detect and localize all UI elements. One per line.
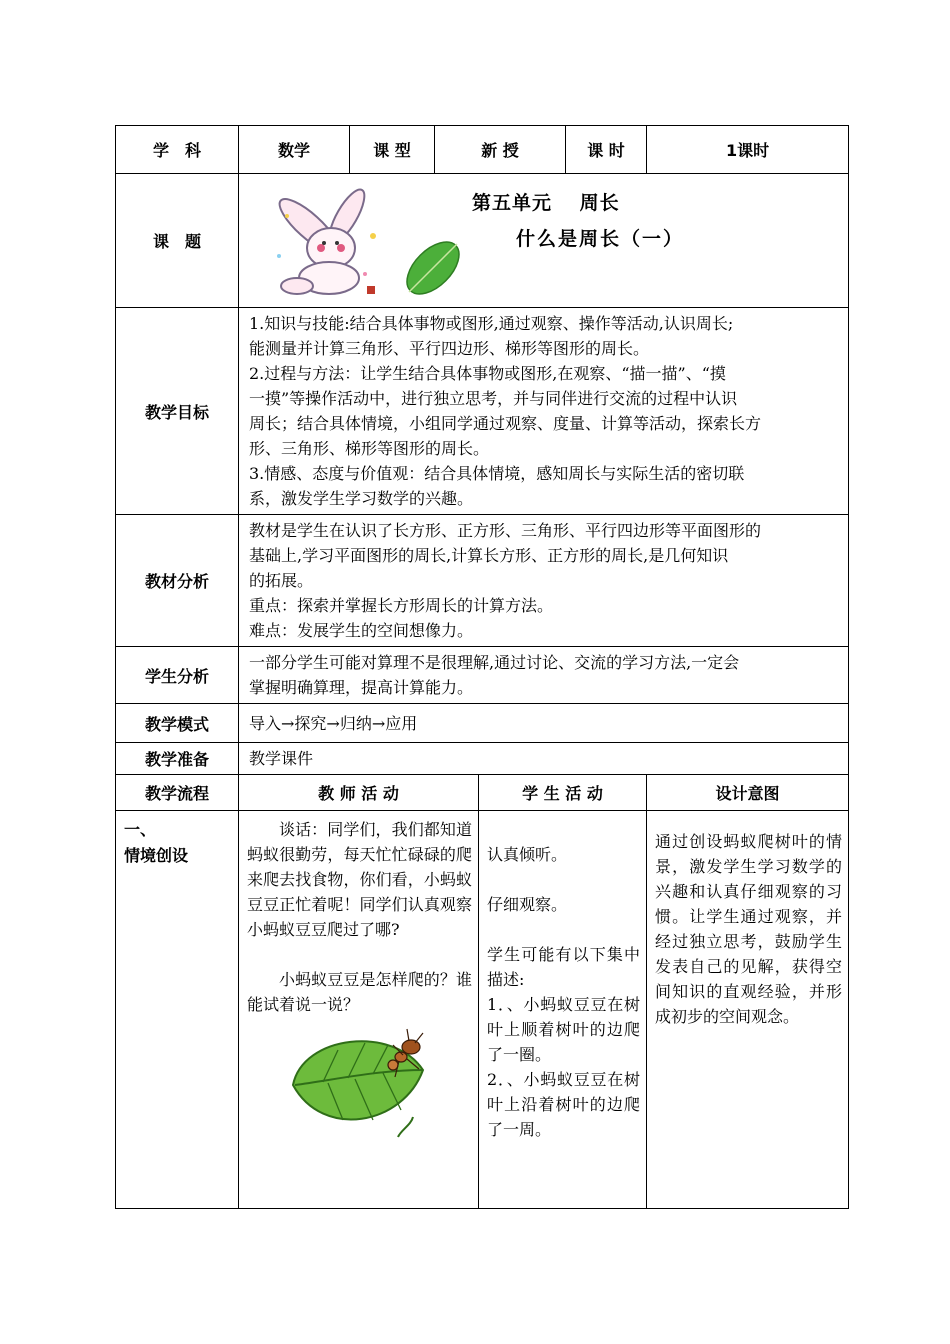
objective-line: 一摸”等操作活动中，进行独立思考，并与同伴进行交流的过程中认识 (249, 389, 738, 408)
students-line: 一部分学生可能对算理不是很理解,通过讨论、交流的学习方法,一定会 (249, 653, 740, 672)
mode-row (116, 704, 849, 743)
teacher-activity (239, 811, 479, 1209)
student-line: 认真倾听。 (487, 845, 568, 864)
ant-on-leaf-illustration (283, 1025, 433, 1143)
teacher-header: 教 师 活 动 (239, 775, 479, 811)
mode-label: 教学模式 (116, 704, 239, 743)
leaf-illustration (397, 232, 469, 302)
student-header: 学 生 活 动 (479, 775, 647, 811)
design-intent (647, 811, 849, 1209)
prep-label: 教学准备 (116, 743, 239, 775)
materials-text (239, 515, 849, 647)
objective-line: 形、三角形、梯形等图形的周长。 (249, 439, 490, 458)
intent-header: 设计意图 (647, 775, 849, 811)
student-line: 学生可能有以下集中描述: (487, 945, 641, 989)
objective-line: 1.知识与技能:结合具体事物或图形,通过观察、操作等活动,认识周长; (249, 314, 734, 333)
prep-value: 教学课件 (239, 743, 849, 775)
topic-title-lesson: 什么是周长（一） (516, 228, 685, 250)
materials-line: 重点：探索并掌握长方形周长的计算方法。 (249, 596, 554, 615)
step-cell (116, 811, 239, 1209)
materials-line: 教材是学生在认识了长方形、正方形、三角形、平行四边形等平面图形的 (249, 521, 762, 540)
flow-label: 教学流程 (116, 775, 239, 811)
students-text (239, 647, 849, 704)
hours-value: 1课时 (647, 126, 849, 174)
topic-label: 课 题 (116, 174, 239, 308)
flow-header-row (116, 775, 849, 811)
flow-step-row (116, 811, 849, 1209)
materials-label: 教材分析 (116, 515, 239, 647)
student-line: 1．、小蚂蚁豆豆在树叶上顺着树叶的边爬了一圈。 (487, 995, 641, 1064)
lesson-plan-table (115, 125, 849, 1209)
rabbit-illustration (269, 186, 389, 298)
objectives-text (239, 308, 849, 515)
objectives-row (116, 308, 849, 515)
materials-line: 的拓展。 (249, 571, 314, 590)
objective-line: 2.过程与方法：让学生结合具体事物或图形,在观察、“描一描”、“摸 (249, 364, 726, 383)
materials-line: 难点：发展学生的空间想像力。 (249, 621, 474, 640)
header-row (116, 126, 849, 174)
student-line: 2．、小蚂蚁豆豆在树叶上沿着树叶的边爬了一周。 (487, 1070, 641, 1139)
students-label: 学生分析 (116, 647, 239, 704)
subject-value: 数学 (239, 126, 350, 174)
type-label: 课 型 (350, 126, 435, 174)
students-line: 掌握明确算理，提高计算能力。 (249, 678, 474, 697)
objective-line: 3.情感、态度与价值观：结合具体情境，感知周长与实际生活的密切联 (249, 464, 745, 483)
materials-row (116, 515, 849, 647)
teacher-paragraph: 谈话：同学们，我们都知道蚂蚁很勤劳，每天忙忙碌碌的爬来爬去找食物，你们看，小蚂蚁豆豆正忙着呢！同学们认真观察小蚂蚁豆豆爬过了哪? (247, 820, 472, 939)
subject-label: 学 科 (116, 126, 239, 174)
teacher-paragraph: 小蚂蚁豆豆是怎样爬的？谁能试着说一说？ (247, 970, 472, 1014)
step-number: 一、 (124, 820, 157, 839)
objective-line: 能测量并计算三角形、平行四边形、梯形等图形的周长。 (249, 339, 650, 358)
materials-line: 基础上,学习平面图形的周长,计算长方形、正方形的周长,是几何知识 (249, 546, 729, 565)
intent-text: 通过创设蚂蚁爬树叶的情景，激发学生学习数学的兴趣和认真仔细观察的习惯。让学生通过观察，并经过独立思考，鼓励学生发表自己的见解，获得空间知识的直观经验，并形成初步的空间观念。 (655, 832, 843, 1026)
objective-line: 周长；结合具体情境，小组同学通过观察、度量、计算等活动，探索长方 (249, 414, 762, 433)
objective-line: 系，激发学生学习数学的兴趣。 (249, 489, 474, 508)
topic-cell (239, 174, 849, 308)
mode-value: 导入→探究→归纳→应用 (239, 704, 849, 743)
topic-row (116, 174, 849, 308)
step-name: 情境创设 (124, 846, 189, 865)
prep-row (116, 743, 849, 775)
hours-label: 课 时 (566, 126, 647, 174)
student-activity (479, 811, 647, 1209)
objectives-label: 教学目标 (116, 308, 239, 515)
topic-title-unit: 第五单元 周长 (472, 192, 620, 214)
student-line: 仔细观察。 (487, 895, 568, 914)
students-row (116, 647, 849, 704)
type-value: 新 授 (435, 126, 566, 174)
